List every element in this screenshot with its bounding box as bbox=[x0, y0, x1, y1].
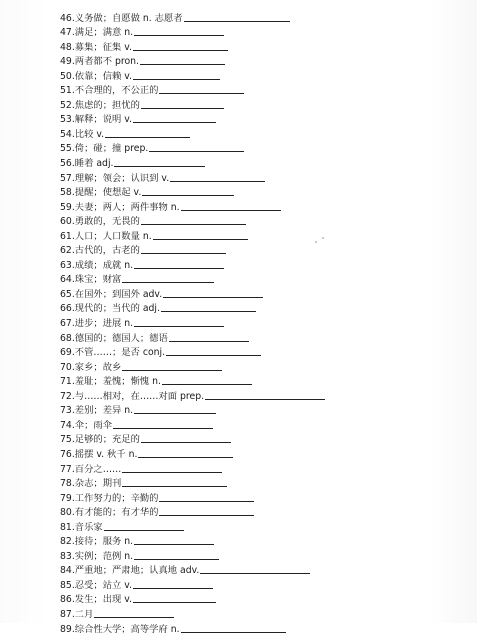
vocab-item bbox=[60, 344, 467, 359]
item-prompt: 摇摆 v. 秋千 n. bbox=[74, 448, 138, 460]
item-number: 70. bbox=[60, 361, 75, 373]
item-number: 67. bbox=[60, 318, 75, 330]
answer-blank[interactable] bbox=[122, 486, 227, 487]
answer-blank[interactable] bbox=[149, 151, 244, 152]
answer-blank[interactable] bbox=[141, 224, 246, 225]
vocab-item bbox=[60, 82, 467, 97]
item-number: 74. bbox=[60, 419, 75, 431]
item-prompt: 进步；进展 n. bbox=[74, 318, 134, 330]
item-number: 57. bbox=[60, 172, 75, 184]
item-prompt: 比较 v. bbox=[74, 128, 105, 140]
item-number: 73. bbox=[60, 405, 75, 417]
item-prompt: 满足；满意 n. bbox=[74, 27, 134, 39]
vocab-item bbox=[60, 533, 467, 548]
item-prompt: 古代的，古老的 bbox=[74, 245, 140, 257]
item-number: 63. bbox=[60, 259, 75, 271]
vocab-item bbox=[60, 154, 467, 169]
item-number: 80. bbox=[60, 507, 75, 519]
answer-blank[interactable] bbox=[113, 428, 213, 429]
item-prompt: 两者都不 pron. bbox=[74, 56, 139, 68]
item-prompt: 忍受；站立 v. bbox=[74, 579, 132, 591]
item-prompt: 理解；领会；认识到 v. bbox=[74, 172, 170, 184]
item-prompt: 家乡；故乡 bbox=[74, 361, 122, 373]
answer-blank[interactable] bbox=[163, 297, 263, 298]
item-number: 61. bbox=[60, 230, 75, 242]
item-number: 60. bbox=[60, 216, 75, 228]
item-prompt: 杂志；期刊 bbox=[74, 478, 122, 490]
answer-blank[interactable] bbox=[181, 632, 286, 633]
item-number: 77. bbox=[60, 463, 75, 475]
answer-blank[interactable] bbox=[134, 413, 216, 414]
item-number: 48. bbox=[60, 41, 75, 53]
vocab-item bbox=[60, 256, 467, 271]
vocab-item bbox=[60, 125, 467, 140]
item-number: 56. bbox=[60, 158, 75, 170]
item-prompt: 接待；服务 n. bbox=[74, 536, 134, 548]
vocab-item bbox=[60, 271, 467, 286]
item-prompt: 不管……；是否 conj. bbox=[74, 347, 166, 359]
item-number: 64. bbox=[60, 274, 75, 286]
item-number: 84. bbox=[60, 565, 75, 577]
item-number: 50. bbox=[60, 70, 75, 82]
vocab-item bbox=[60, 475, 467, 490]
vocab-item bbox=[60, 547, 467, 562]
answer-blank[interactable] bbox=[141, 253, 226, 254]
answer-blank[interactable] bbox=[134, 35, 224, 36]
vocab-item bbox=[60, 504, 467, 519]
item-prompt: 百分之…… bbox=[74, 463, 122, 475]
item-number: 52. bbox=[60, 99, 75, 111]
item-prompt: 解释；说明 v. bbox=[74, 114, 132, 126]
vocab-item bbox=[60, 620, 467, 635]
answer-blank[interactable] bbox=[205, 399, 325, 400]
item-number: 75. bbox=[60, 434, 75, 446]
item-number: 87. bbox=[60, 608, 75, 620]
vocab-item bbox=[60, 184, 467, 199]
item-prompt: 珠宝；财富 bbox=[74, 274, 122, 286]
item-prompt: 人口；人口数量 n. bbox=[74, 230, 152, 242]
item-number: 85. bbox=[60, 579, 75, 591]
item-prompt: 足够的；充足的 bbox=[74, 434, 140, 446]
answer-blank[interactable] bbox=[122, 472, 222, 473]
item-number: 68. bbox=[60, 332, 75, 344]
answer-blank[interactable] bbox=[94, 617, 174, 618]
answer-blank[interactable] bbox=[184, 21, 290, 22]
answer-blank[interactable] bbox=[104, 530, 184, 531]
item-prompt: 勇敢的，无畏的 bbox=[74, 216, 140, 228]
vocab-item bbox=[60, 591, 467, 606]
item-prompt: 发生；出现 v. bbox=[74, 594, 132, 606]
answer-blank[interactable] bbox=[159, 93, 244, 94]
item-number: 78. bbox=[60, 478, 75, 490]
answer-blank[interactable] bbox=[133, 588, 213, 589]
item-number: 47. bbox=[60, 27, 75, 39]
answer-blank[interactable] bbox=[133, 50, 228, 51]
item-number: 66. bbox=[60, 303, 75, 315]
item-prompt: 综合性大学；高等学府 n. bbox=[74, 623, 180, 635]
item-number: 69. bbox=[60, 347, 75, 359]
item-number: 51. bbox=[60, 85, 75, 97]
item-number: 46. bbox=[60, 12, 75, 24]
item-prompt: 夫妻；两人；两件事物 n. bbox=[74, 201, 180, 213]
vocab-item bbox=[60, 576, 467, 591]
answer-blank[interactable] bbox=[133, 79, 220, 80]
vocab-item bbox=[60, 518, 467, 533]
vocab-item bbox=[60, 387, 467, 402]
item-number: 49. bbox=[60, 56, 75, 68]
answer-blank[interactable] bbox=[142, 195, 234, 196]
answer-blank[interactable] bbox=[159, 501, 254, 502]
answer-blank[interactable] bbox=[170, 181, 265, 182]
item-number: 62. bbox=[60, 245, 75, 257]
answer-blank[interactable] bbox=[181, 210, 281, 211]
vocab-item bbox=[60, 198, 467, 213]
item-prompt: 在国外；到国外 adv. bbox=[74, 288, 163, 300]
item-number: 65. bbox=[60, 288, 75, 300]
answer-blank[interactable] bbox=[105, 137, 190, 138]
item-number: 58. bbox=[60, 187, 75, 199]
item-number: 72. bbox=[60, 390, 75, 402]
vocab-item bbox=[60, 67, 467, 82]
answer-blank[interactable] bbox=[133, 602, 216, 603]
vocab-item bbox=[60, 300, 467, 315]
item-number: 55. bbox=[60, 143, 75, 155]
item-number: 54. bbox=[60, 128, 75, 140]
answer-blank[interactable] bbox=[134, 559, 219, 560]
item-prompt: 睡着 adj. bbox=[74, 158, 114, 170]
answer-blank[interactable] bbox=[122, 370, 222, 371]
item-prompt: 实例；范例 n. bbox=[74, 550, 134, 562]
vocab-item bbox=[60, 562, 467, 577]
vocab-item bbox=[60, 416, 467, 431]
item-number: 82. bbox=[60, 536, 75, 548]
answer-blank[interactable] bbox=[169, 341, 249, 342]
item-prompt: 不合理的，不公正的 bbox=[74, 85, 159, 97]
answer-blank[interactable] bbox=[153, 239, 248, 240]
item-prompt: 现代的；当代的 adj. bbox=[74, 303, 160, 315]
answer-blank[interactable] bbox=[122, 282, 214, 283]
answer-blank[interactable] bbox=[138, 457, 233, 458]
item-number: 89. bbox=[60, 623, 75, 635]
item-prompt: 募集；征集 v. bbox=[74, 41, 132, 53]
item-prompt: 德国的；德国人；德语 bbox=[74, 332, 168, 344]
answer-blank[interactable] bbox=[159, 515, 254, 516]
item-number: 83. bbox=[60, 550, 75, 562]
vocab-item bbox=[60, 96, 467, 111]
speck bbox=[322, 237, 324, 239]
answer-blank[interactable] bbox=[141, 442, 231, 443]
answer-blank[interactable] bbox=[141, 108, 224, 109]
vocab-item bbox=[60, 242, 467, 257]
vocab-item bbox=[60, 169, 467, 184]
vocab-item bbox=[60, 140, 467, 155]
vocab-item bbox=[60, 489, 467, 504]
item-prompt: 义务做；自愿做 n. 志愿者 bbox=[74, 12, 183, 24]
item-prompt: 成绩；成就 n. bbox=[74, 259, 134, 271]
answer-blank[interactable] bbox=[166, 355, 261, 356]
item-prompt: 有才能的；有才华的 bbox=[74, 507, 159, 519]
item-prompt: 依靠；信赖 v. bbox=[74, 70, 132, 82]
item-prompt: 差别；差异 n. bbox=[74, 405, 134, 417]
item-prompt: 伞；雨伞 bbox=[74, 419, 112, 431]
item-prompt: 音乐家 bbox=[74, 521, 103, 533]
answer-blank[interactable] bbox=[134, 326, 224, 327]
vocab-item bbox=[60, 227, 467, 242]
vocab-item bbox=[60, 24, 467, 39]
item-prompt: 羞耻；羞愧；惭愧 n. bbox=[74, 376, 161, 388]
vocab-item bbox=[60, 445, 467, 460]
item-number: 81. bbox=[60, 521, 75, 533]
vocab-item bbox=[60, 111, 467, 126]
item-prompt: 提醒；使想起 v. bbox=[74, 187, 142, 199]
vocabulary-list bbox=[60, 9, 467, 635]
vocab-item bbox=[60, 460, 467, 475]
item-number: 53. bbox=[60, 114, 75, 126]
vocab-item bbox=[60, 605, 467, 620]
answer-blank[interactable] bbox=[200, 573, 310, 574]
vocab-item bbox=[60, 285, 467, 300]
vocab-item bbox=[60, 213, 467, 228]
vocab-item bbox=[60, 314, 467, 329]
item-prompt: 倚；碰；撞 prep. bbox=[74, 143, 149, 155]
vocab-item bbox=[60, 431, 467, 446]
item-prompt: 工作努力的；辛勤的 bbox=[74, 492, 159, 504]
vocab-item bbox=[60, 329, 467, 344]
item-number: 71. bbox=[60, 376, 75, 388]
item-prompt: 焦虑的；担忧的 bbox=[74, 99, 140, 111]
item-number: 79. bbox=[60, 492, 75, 504]
vocab-item bbox=[60, 358, 467, 373]
answer-blank[interactable] bbox=[114, 166, 205, 167]
vocab-item bbox=[60, 9, 467, 24]
item-number: 76. bbox=[60, 448, 75, 460]
vocab-item bbox=[60, 373, 467, 388]
answer-blank[interactable] bbox=[134, 268, 224, 269]
answer-blank[interactable] bbox=[134, 544, 214, 545]
answer-blank[interactable] bbox=[133, 122, 216, 123]
vocab-item bbox=[60, 38, 467, 53]
item-prompt: 严重地；严肃地；认真地 adv. bbox=[74, 565, 200, 577]
item-prompt: 与……相对，在……对面 prep. bbox=[74, 390, 205, 402]
speck bbox=[315, 241, 317, 243]
item-prompt: 二月 bbox=[74, 608, 94, 620]
answer-blank[interactable] bbox=[161, 311, 256, 312]
vocab-item bbox=[60, 402, 467, 417]
answer-blank[interactable] bbox=[140, 64, 225, 65]
answer-blank[interactable] bbox=[162, 384, 252, 385]
item-number: 86. bbox=[60, 594, 75, 606]
vocab-item bbox=[60, 53, 467, 68]
item-number: 59. bbox=[60, 201, 75, 213]
